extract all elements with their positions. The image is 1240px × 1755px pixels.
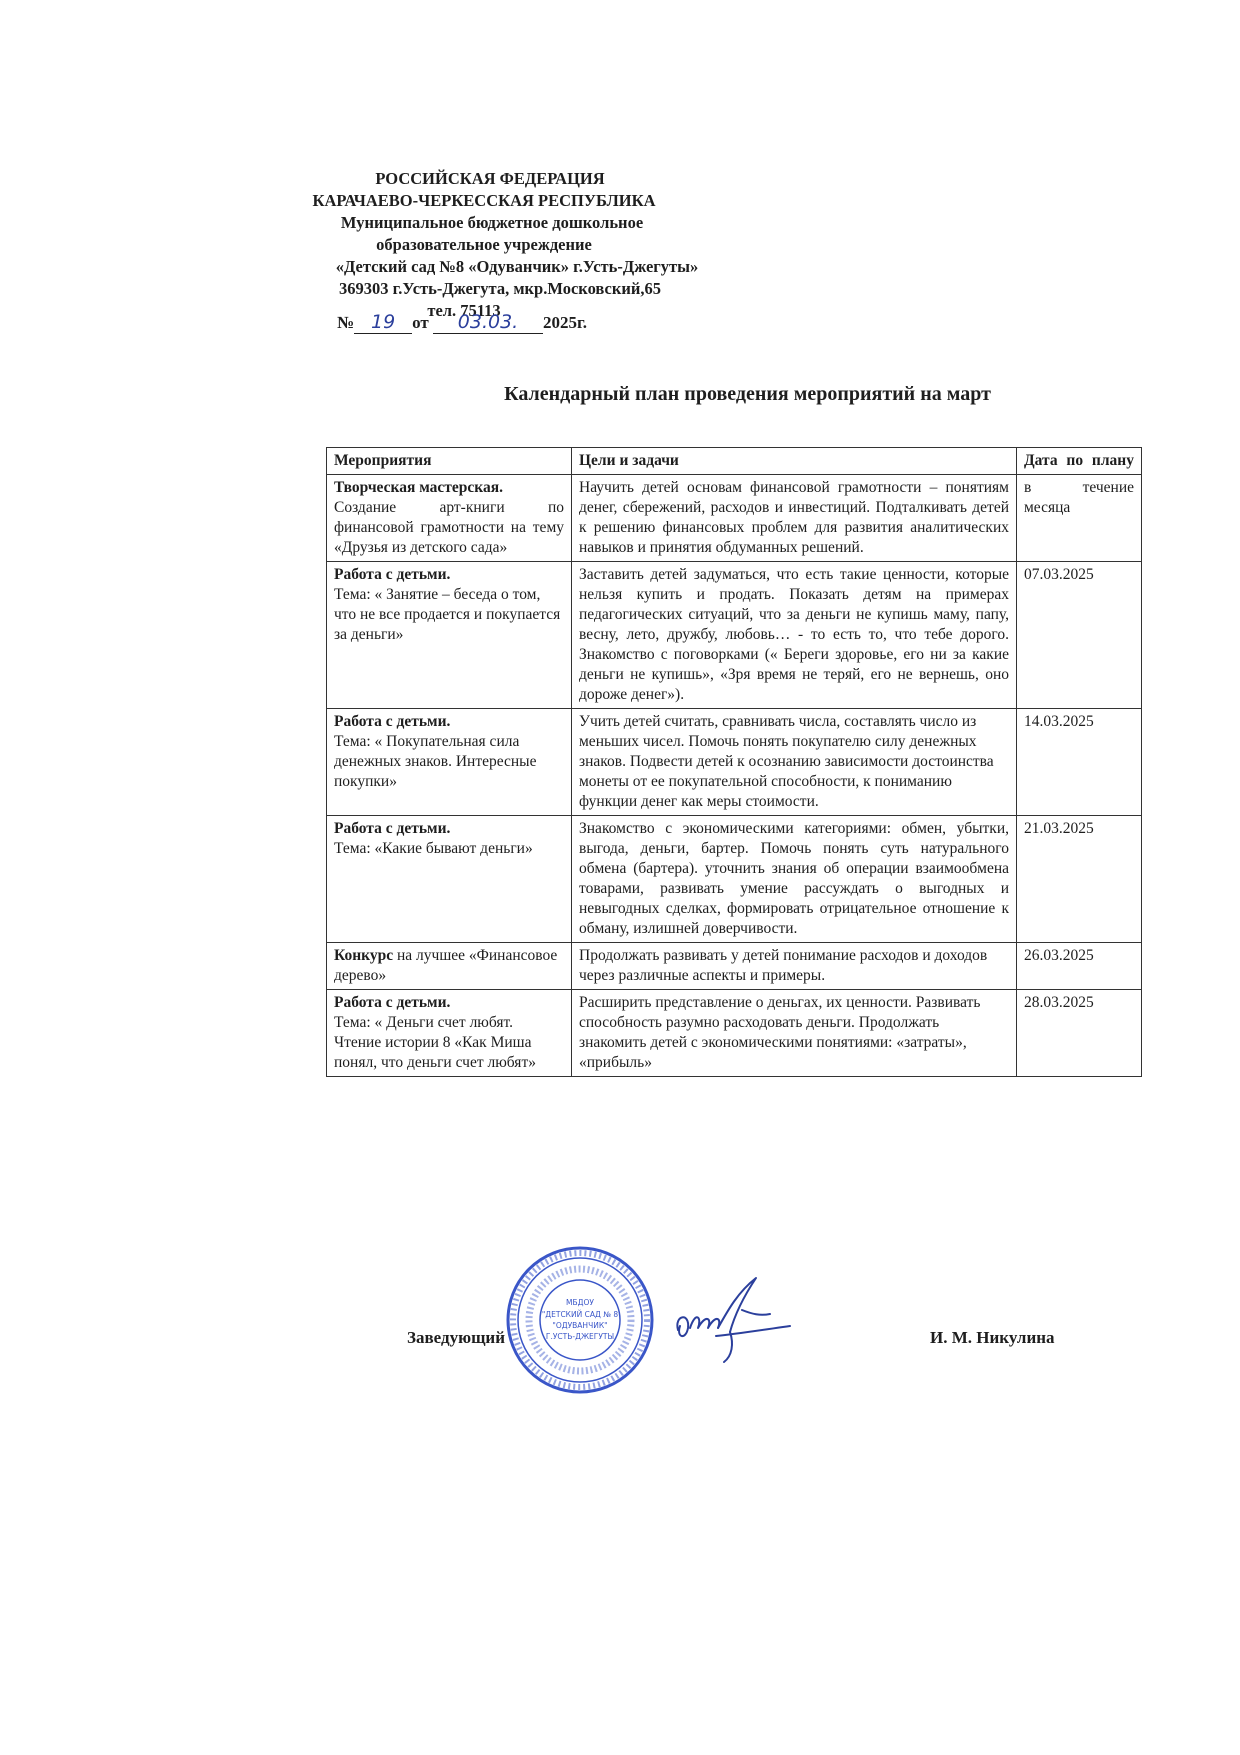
svg-text:МБДОУ: МБДОУ bbox=[566, 1298, 594, 1307]
column-header-date: Дата по плану bbox=[1017, 448, 1142, 475]
date-cell: 21.03.2025 bbox=[1017, 816, 1142, 943]
letterhead bbox=[272, 168, 732, 322]
handwritten-signature bbox=[672, 1270, 792, 1365]
letterhead-institution-type-2: образовательное учреждение bbox=[376, 235, 592, 254]
event-text: на лучшее «Финансовое дерево» bbox=[334, 947, 558, 984]
event-bold: Работа с детьми. bbox=[334, 566, 451, 583]
plan-table bbox=[326, 447, 1142, 1077]
date-cell: 26.03.2025 bbox=[1017, 943, 1142, 990]
date-cell: 28.03.2025 bbox=[1017, 990, 1142, 1077]
event-text: Тема: « Покупательная сила денежных знаков. Интересные покупки» bbox=[334, 733, 537, 790]
event-cell bbox=[327, 990, 572, 1077]
document-number-line bbox=[337, 311, 587, 334]
goals-cell: Научить детей основам финансовой грамотности – понятиям денег, сбережений, расходов и инвестиций. Подталкивать детей к решению финансовых проблем для развития аналитических навыков и принятия обдуманных решений. bbox=[572, 475, 1017, 562]
goals-cell: Расширить представление о деньгах, их ценности. Развивать способность разумно расходовать деньги. Продолжать знакомить детей с экономическими понятиями: «затраты», «прибыль» bbox=[572, 990, 1017, 1077]
handwritten-date: 03.03. bbox=[433, 311, 543, 334]
letterhead-institution-type: Муниципальное бюджетное дошкольное bbox=[340, 213, 644, 232]
table-header-row bbox=[327, 448, 1142, 475]
date-cell: 14.03.2025 bbox=[1017, 709, 1142, 816]
event-bold: Творческая мастерская. bbox=[334, 479, 503, 496]
table-row bbox=[327, 475, 1142, 562]
table-row bbox=[327, 816, 1142, 943]
document-year: 2025г. bbox=[542, 313, 588, 332]
official-stamp bbox=[505, 1245, 655, 1395]
event-bold: Работа с детьми. bbox=[334, 820, 451, 837]
page-title: Календарный план проведения мероприятий на март bbox=[504, 383, 991, 405]
event-cell bbox=[327, 709, 572, 816]
column-header-events: Мероприятия bbox=[327, 448, 572, 475]
signatory-position: Заведующий bbox=[407, 1328, 506, 1347]
event-cell bbox=[327, 562, 572, 709]
letterhead-phone: тел. 75113 bbox=[427, 301, 501, 320]
number-prefix: № bbox=[337, 313, 355, 332]
handwritten-number: 19 bbox=[354, 311, 412, 334]
event-text: Тема: « Занятие – беседа о том, что не все продается и покупается за деньги» bbox=[334, 586, 561, 643]
date-cell: в течение месяца bbox=[1017, 475, 1142, 562]
event-text: Тема: « Деньги счет любят. Чтение истории 8 «Как Миша понял, что деньги счет любят» bbox=[334, 1014, 536, 1071]
event-cell bbox=[327, 816, 572, 943]
event-cell bbox=[327, 943, 572, 990]
letterhead-address: 369303 г.Усть-Джегута, мкр.Московский,65 bbox=[338, 279, 662, 298]
event-bold: Конкурс bbox=[334, 947, 394, 964]
goals-cell: Продолжать развивать у детей понимание расходов и доходов через различные аспекты и примеры. bbox=[572, 943, 1017, 990]
letterhead-country: РОССИЙСКАЯ ФЕДЕРАЦИЯ bbox=[375, 169, 605, 188]
table-row bbox=[327, 943, 1142, 990]
column-header-goals: Цели и задачи bbox=[572, 448, 1017, 475]
event-text: Создание арт-книги по финансовой грамотности на тему «Друзья из детского сада» bbox=[334, 499, 564, 556]
svg-text:"ОДУВАНЧИК": "ОДУВАНЧИК" bbox=[552, 1321, 608, 1330]
goals-cell: Знакомство с экономическими категориями: обмен, убытки, выгода, деньги, бартер. Помочь понять суть натурального обмена (бартера). уточнить знания об операции взаимообмена товарами, развивать умение рассуждать о выгодных и невыгодных сделках, формировать отрицательное отношение к обману, излишней доверчивости. bbox=[572, 816, 1017, 943]
event-bold: Работа с детьми. bbox=[334, 713, 451, 730]
table-row bbox=[327, 709, 1142, 816]
goals-cell: Учить детей считать, сравнивать числа, составлять число из меньших чисел. Помочь понять покупателю силу денежных знаков. Подвести детей к осознанию зависимости достоинства монеты от ее покупательной способности, к пониманию функции денег как меры стоимости. bbox=[572, 709, 1017, 816]
svg-text:Г.УСТЬ-ДЖЕГУТЫ: Г.УСТЬ-ДЖЕГУТЫ bbox=[545, 1332, 615, 1341]
letterhead-institution-name: «Детский сад №8 «Одуванчик» г.Усть-Джегуты» bbox=[335, 257, 699, 276]
signatory-name: И. М. Никулина bbox=[930, 1328, 1055, 1347]
from-label: от bbox=[412, 313, 429, 332]
date-cell: 07.03.2025 bbox=[1017, 562, 1142, 709]
event-cell bbox=[327, 475, 572, 562]
event-text: Тема: «Какие бывают деньги» bbox=[334, 840, 533, 857]
event-bold: Работа с детьми. bbox=[334, 994, 451, 1011]
goals-cell: Заставить детей задуматься, что есть такие ценности, которые нельзя купить и продать. Показать детям на примерах педагогических ситуаций, что за деньги не купишь маму, папу, весну, лето, дружбу, любовь… - то есть то, что тебе дорого. Знакомство с поговорками (« Береги здоровье, его ни за какие деньги не купишь», «Зря время не теряй, его не вернешь, оно дороже денег»). bbox=[572, 562, 1017, 709]
letterhead-republic: КАРАЧАЕВО-ЧЕРКЕССКАЯ РЕСПУБЛИКА bbox=[312, 191, 656, 210]
table-row bbox=[327, 562, 1142, 709]
svg-text:"ДЕТСКИЙ САД № 8: "ДЕТСКИЙ САД № 8 bbox=[541, 1310, 619, 1319]
table-row bbox=[327, 990, 1142, 1077]
